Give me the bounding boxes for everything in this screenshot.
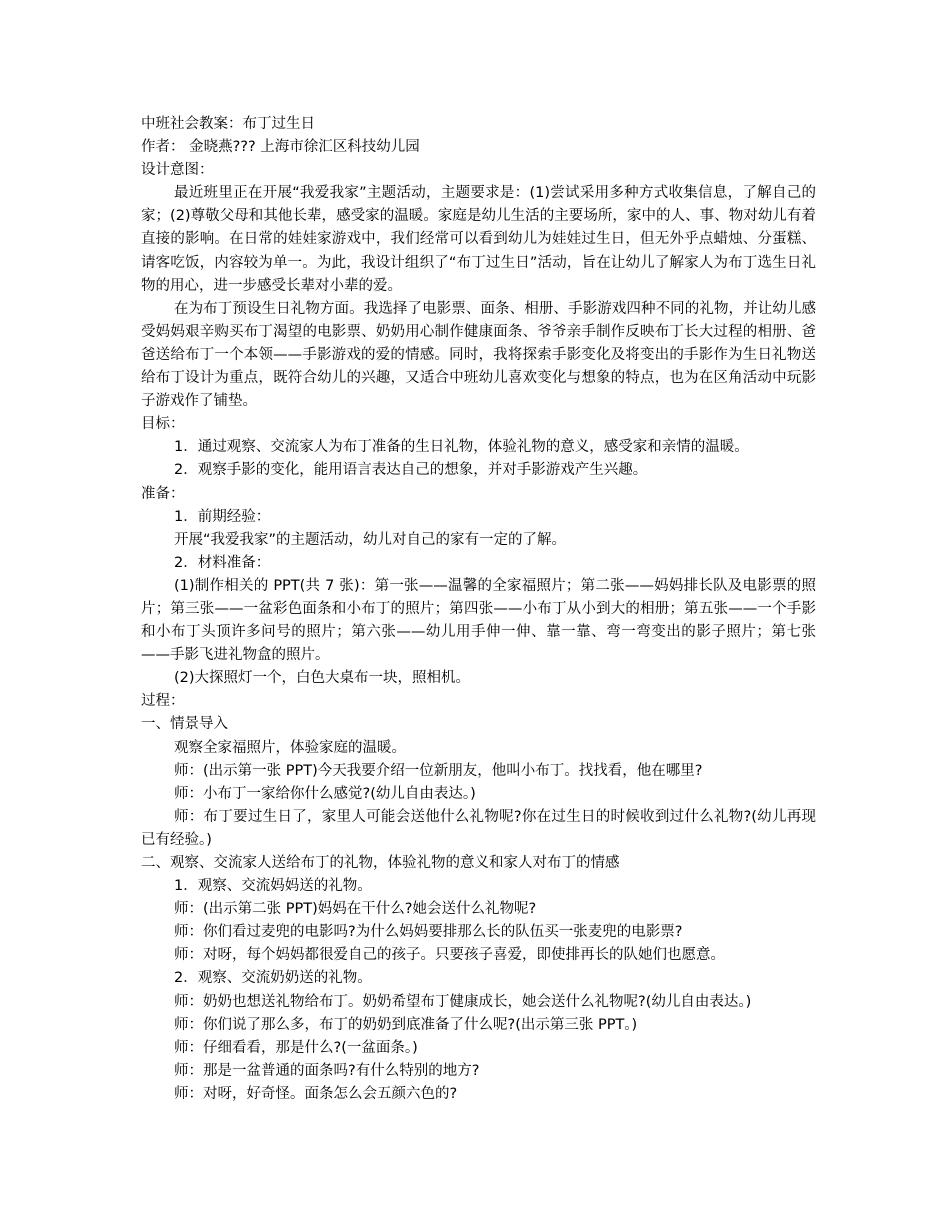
doc-title: 中班社会教案：布丁过生日 — [141, 116, 315, 132]
section-1-line: 师：布丁要过生日了，家里人可能会送他什么礼物呢?你在过生日的时候收到过什么礼物?(幼儿再现已有经验。) — [141, 808, 816, 848]
section-2-line: 师：你们说了那么多，布丁的奶奶到底准备了什么呢?(出示第三张 PPT。) — [174, 1016, 638, 1033]
goal-item: 2．观察手影的变化，能用语言表达自己的想象，并对手影游戏产生兴趣。 — [174, 462, 648, 479]
goals-heading: 目标： — [141, 416, 185, 433]
section-1-line: 观察全家福照片，体验家庭的温暖。 — [174, 739, 406, 756]
section-2-line: 1．观察、交流妈妈送的礼物。 — [174, 878, 372, 895]
section-1-line: 师：小布丁一家给你什么感觉?(幼儿自由表达。) — [174, 785, 476, 802]
section-2-line: 师：你们看过麦兜的电影吗?为什么妈妈要排那么长的队伍买一张麦兜的电影票? — [174, 924, 683, 941]
section-1-line: 师：(出示第一张 PPT)今天我要介绍一位新朋友，他叫小布丁。找找看，他在哪里? — [174, 762, 703, 779]
section-1-title: 一、情景导入 — [141, 716, 228, 733]
goal-item: 1．通过观察、交流家人为布丁准备的生日礼物，体验礼物的意义，感受家和亲情的温暖。 — [174, 439, 749, 456]
section-2-line: 师：仔细看看，那是什么?(一盆面条。) — [174, 1039, 418, 1056]
prep-1-title: 1．前期经验： — [174, 508, 271, 525]
doc-author: 作者： 金晓燕??? 上海市徐汇区科技幼儿园 — [141, 139, 420, 156]
section-2-line: 师：对呀，好奇怪。面条怎么会五颜六色的? — [174, 1085, 458, 1102]
prep-heading: 准备： — [141, 485, 185, 502]
design-paragraph: 在为布丁预设生日礼物方面。我选择了电影票、面条、相册、手影游戏四种不同的礼物，并让幼儿感受妈妈艰辛购买布丁渴望的电影票、奶奶用心制作健康面条、爷爷亲手制作反映布丁长大过程的相册、爸爸送给布丁一个本领——手影游戏的爱的情感。同时，我将探索手影变化及将变出的手影作为生日礼物送给布丁设计为重点，既符合幼儿的兴趣，又适合中班幼儿喜欢变化与想象的特点，也为在区角活动中玩影子游戏作了铺垫。 — [141, 300, 816, 410]
section-2-title: 二、观察、交流家人送给布丁的礼物，体验礼物的意义和家人对布丁的情感 — [141, 855, 620, 871]
section-2-line: 2．观察、交流奶奶送的礼物。 — [174, 970, 372, 987]
design-heading: 设计意图： — [141, 162, 214, 179]
section-2-line: 师：那是一盆普通的面条吗?有什么特别的地方? — [174, 1062, 480, 1079]
section-2-line: 师：(出示第二张 PPT)妈妈在干什么?她会送什么礼物呢? — [174, 901, 537, 918]
document-page — [141, 113, 816, 1106]
design-paragraph: 最近班里正在开展“我爱我家”主题活动，主题要求是：(1)尝试采用多种方式收集信息，了解自己的家；(2)尊敬父母和其他长辈，感受家的温暖。家庭是幼儿生活的主要场所，家中的人、事、物对幼儿有着直接的影响。在日常的娃娃家游戏中，我们经常可以看到幼儿为娃娃过生日，但无外乎点蜡烛、分蛋糕、请客吃饭，内容较为单一。为此，我设计组织了“布丁过生日”活动，旨在让幼儿了解家人为布丁选生日礼物的用心，进一步感受长辈对小辈的爱。 — [141, 185, 816, 294]
prep-2-item: (1)制作相关的 PPT(共 7 张)：第一张——温馨的全家福照片；第二张——妈妈排长队及电影票的照片；第三张——一盆彩色面条和小布丁的照片；第四张——小布丁从小到大的相册；第五张——一个手影和小布丁头顶许多问号的照片；第六张——幼儿用手伸一伸、靠一靠、弯一弯变出的影子照片；第七张——手影飞进礼物盒的照片。 — [141, 577, 816, 664]
section-2-line: 师：奶奶也想送礼物给布丁。奶奶希望布丁健康成长，她会送什么礼物呢?(幼儿自由表达。) — [174, 993, 752, 1010]
process-heading: 过程： — [141, 693, 185, 710]
prep-2-title: 2．材料准备： — [174, 554, 271, 571]
prep-2-item: (2)大探照灯一个，白色大桌布一块，照相机。 — [174, 670, 471, 687]
prep-1-text: 开展“我爱我家”的主题活动，幼儿对自己的家有一定的了解。 — [174, 531, 567, 548]
section-2-line: 师：对呀，每个妈妈都很爱自己的孩子。只要孩子喜爱，即使排再长的队她们也愿意。 — [174, 947, 725, 964]
